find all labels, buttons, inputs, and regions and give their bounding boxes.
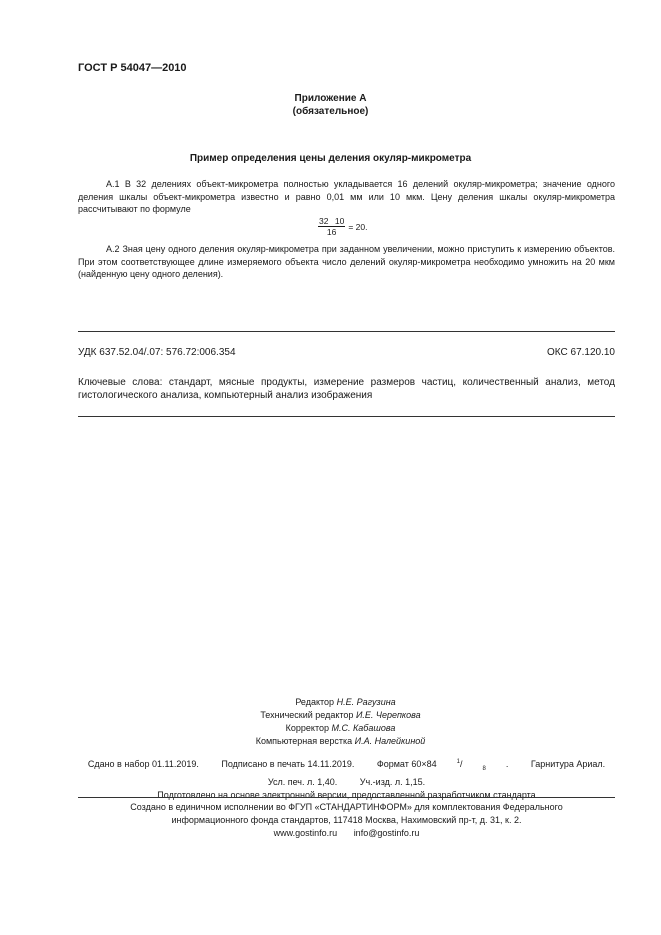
divider-bottom bbox=[78, 797, 615, 798]
formula-fraction bbox=[318, 216, 345, 237]
credit-editor bbox=[0, 696, 661, 709]
credits-block bbox=[0, 696, 661, 748]
prepared-note: Подготовлено на основе электронной версии, предоставленной разработчиком стандарта bbox=[157, 789, 536, 800]
credit-tech-role: Технический редактор bbox=[260, 710, 354, 720]
appendix-heading bbox=[0, 92, 661, 118]
credit-editor-role: Редактор bbox=[295, 697, 335, 707]
submitted-date: Сдано в набор 01.11.2019. bbox=[87, 759, 199, 769]
footer-contacts bbox=[78, 827, 615, 840]
formula-result: = 20. bbox=[348, 221, 368, 232]
appendix-subtitle: (обязательное) bbox=[292, 106, 369, 117]
udk-code: УДК 637.52.04/.07: 576.72:006.354 bbox=[78, 347, 236, 358]
formula-numerator-b: 10 bbox=[334, 216, 345, 226]
credit-layout-name: И.А. Налейкиной bbox=[354, 736, 426, 746]
credit-layout bbox=[0, 735, 661, 748]
credit-corrector bbox=[0, 722, 661, 735]
footer bbox=[78, 801, 615, 840]
publication-info bbox=[78, 756, 615, 802]
formula bbox=[318, 216, 367, 237]
footer-line-2: информационного фонда стандартов, 117418 Москва, Нахимовский пр-т, д. 31, к. 2. bbox=[171, 815, 522, 825]
divider-top bbox=[78, 331, 615, 332]
publication-line-2 bbox=[78, 776, 615, 789]
credit-corrector-role: Корректор bbox=[285, 723, 329, 733]
keywords: Ключевые слова: стандарт, мясные продукты, измерение размеров частиц, количественный анализ, метод гистологического анализа, компьютерный анализ изображения bbox=[78, 377, 615, 401]
formula-numerator bbox=[318, 216, 345, 227]
paragraph-a1: А.1 В 32 делениях объект-микрометра полностью укладывается 16 делений окуляр-микрометра; значение одного деления шкалы объект-микрометра известно и равно 0,01 мм или 10 мкм. Цену деления шкалы окуляр-микрометра рассчитывают по формуле bbox=[78, 179, 615, 214]
credit-editor-name: Н.Е. Рагузина bbox=[336, 697, 396, 707]
email-link[interactable]: info@gostinfo.ru bbox=[353, 828, 420, 838]
credit-tech-editor bbox=[0, 709, 661, 722]
divider-middle bbox=[78, 416, 615, 417]
formula-numerator-a: 32 bbox=[319, 216, 329, 226]
publication-line-1 bbox=[78, 756, 615, 776]
publication-sheets: Уч.-изд. л. 1,15. bbox=[359, 776, 426, 787]
footer-line-1: Создано в единичном исполнении во ФГУП «СТАНДАРТИНФОРМ» для комплектования Федерального bbox=[130, 802, 563, 812]
print-sheets: Усл. печ. л. 1,40. bbox=[267, 776, 338, 787]
website-link[interactable]: www.gostinfo.ru bbox=[273, 828, 338, 838]
oks-code: ОКС 67.120.10 bbox=[547, 347, 615, 358]
document-id: ГОСТ Р 54047—2010 bbox=[78, 62, 187, 74]
formula-denominator: 16 bbox=[326, 227, 337, 237]
section-title: Пример определения цены деления окуляр-микрометра bbox=[189, 153, 472, 164]
credit-tech-name: И.Е. Черепкова bbox=[355, 710, 421, 720]
credit-layout-role: Компьютерная верстка bbox=[255, 736, 353, 746]
typeface: Гарнитура Ариал. bbox=[530, 759, 606, 769]
signed-date: Подписано в печать 14.11.2019. bbox=[221, 759, 355, 769]
credit-corrector-name: М.С. Кабашова bbox=[331, 723, 396, 733]
appendix-title: Приложение А bbox=[294, 93, 367, 104]
paper-format: Формат 60×84 $^1$/ $_8$ . bbox=[376, 759, 509, 772]
paragraph-a2: А.2 Зная цену одного деления окуляр-микрометра при заданном увеличении, можно приступить к измерению объектов. При этом соответствующее длине измеряемого объекта число делений окуляр-микрометра необходимо умножить на 20 мкм (найденную цену одного деления). bbox=[78, 244, 615, 279]
